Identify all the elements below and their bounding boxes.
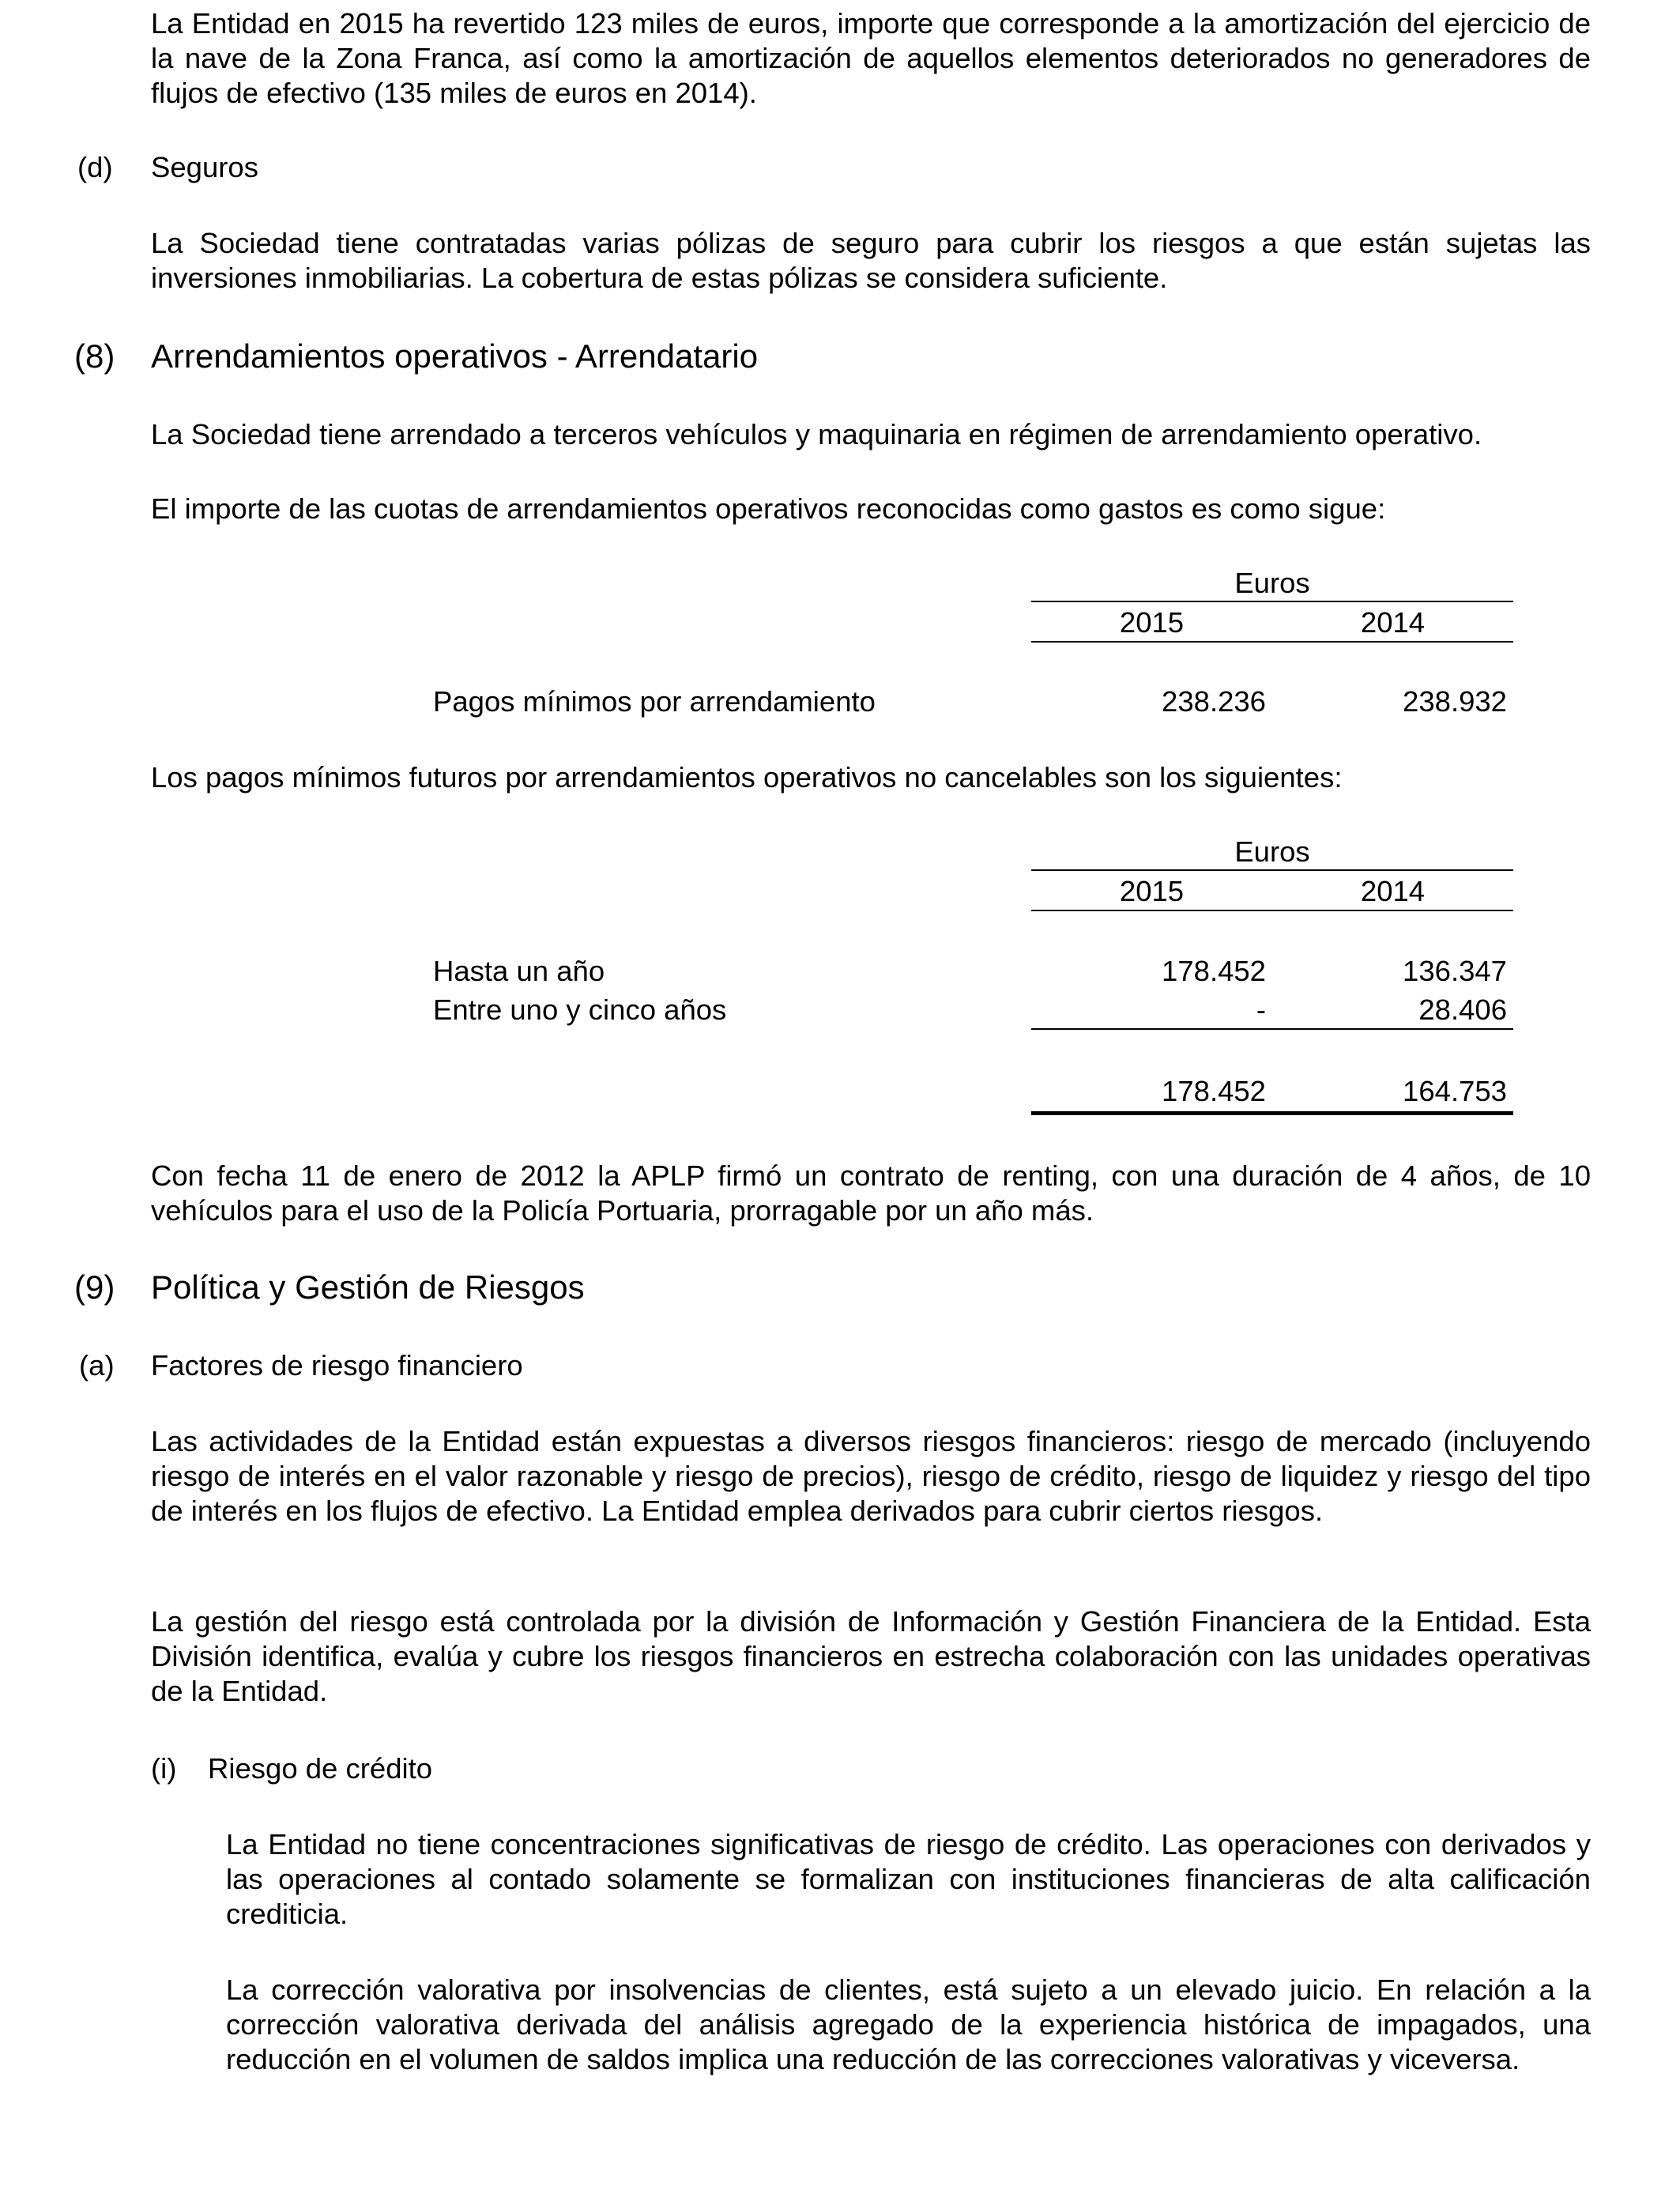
table1-currency-header: Euros bbox=[1234, 567, 1310, 599]
section-9i-paragraph-2: La corrección valorativa por insolvencias de clientes, está sujeto a un elevado juicio. En relación a la corrección valorativa derivada del análisis agregado de la experiencia histórica de impagados, una reducción en el volumen de saldos implica una reducción de las correcciones valorativas y viceversa. bbox=[226, 1973, 1591, 2075]
table2-header-rule bbox=[1031, 869, 1513, 871]
section-8-paragraph-2: El importe de las cuotas de arrendamientos operativos reconocidas como gastos es como sigue: bbox=[151, 492, 1386, 525]
section-9-marker: (9) bbox=[74, 1269, 115, 1306]
section-9i-paragraph-1: La Entidad no tiene concentraciones significativas de riesgo de crédito. Las operaciones con derivados y las operaciones al contado solamente se formalizan con instituciones financieras de alta calificación crediticia. bbox=[226, 1828, 1591, 1930]
intro-paragraph: La Entidad en 2015 ha revertido 123 miles de euros, importe que corresponde a la amortización del ejercicio de la nave de la Zona Franca, así como la amortización de aquellos elementos deteriorados no generadores de flujos de efectivo (135 miles de euros en 2014). bbox=[151, 7, 1591, 109]
section-9i-title: Riesgo de crédito bbox=[208, 1752, 433, 1785]
section-8-paragraph-4: Con fecha 11 de enero de 2012 la APLP firmó un contrato de renting, con una duración de 4 años, de 10 vehículos para el uso de la Policía Portuaria, prorragable por un año más. bbox=[151, 1159, 1591, 1227]
section-9i-marker: (i) bbox=[151, 1752, 177, 1785]
section-8-paragraph-1: La Sociedad tiene arrendado a terceros vehículos y maquinaria en régimen de arrendamiento operativo. bbox=[151, 418, 1482, 450]
table2-row-2-2015: - bbox=[1256, 993, 1266, 1026]
table1-year-2015: 2015 bbox=[1119, 606, 1185, 639]
table1-row-2014: 238.932 bbox=[1403, 685, 1507, 718]
section-8-paragraph-3: Los pagos mínimos futuros por arrendamientos operativos no cancelables son los siguientes: bbox=[151, 761, 1343, 794]
table2-subtotal-rule bbox=[1031, 1028, 1513, 1030]
section-d-title: Seguros bbox=[151, 151, 258, 183]
table1-year-rule bbox=[1031, 641, 1513, 643]
section-d-marker: (d) bbox=[77, 151, 113, 183]
section-9a-paragraph-1: Las actividades de la Entidad están expuestas a diversos riesgos financieros: riesgo de mercado (incluyendo riesgo de interés en el valor razonable y riesgo de precios), riesgo de crédito, riesgo de liquidez y riesgo del tipo de interés en los flujos de efectivo. La Entidad emplea derivados para cubrir ciertos riesgos. bbox=[151, 1425, 1591, 1527]
table2-row-1-2015: 178.452 bbox=[1162, 955, 1266, 987]
table2-total-rule bbox=[1031, 1111, 1513, 1115]
table2-total-2015: 178.452 bbox=[1162, 1075, 1266, 1107]
table2-row-2-2014: 28.406 bbox=[1418, 993, 1507, 1026]
table2-year-rule bbox=[1031, 910, 1513, 911]
section-9a-paragraph-2: La gestión del riesgo está controlada por la división de Información y Gestión Financiera de la Entidad. Esta División identifica, evalúa y cubre los riesgos financieros en estrecha colaboración con las unidades operativas de la Entidad. bbox=[151, 1605, 1591, 1707]
section-9-title: Política y Gestión de Riesgos bbox=[151, 1269, 585, 1306]
seguros-paragraph: La Sociedad tiene contratadas varias pólizas de seguro para cubrir los riesgos a que están sujetas las inversiones inmobiliarias. La cobertura de estas pólizas se considera suficiente. bbox=[151, 227, 1591, 294]
table1-row-label: Pagos mínimos por arrendamiento bbox=[433, 685, 876, 718]
table2-currency-header: Euros bbox=[1234, 835, 1310, 868]
table2-row-1-2014: 136.347 bbox=[1403, 955, 1507, 987]
section-9a-title: Factores de riesgo financiero bbox=[151, 1349, 523, 1382]
table2-row-1-label: Hasta un año bbox=[433, 955, 605, 987]
table1-row-2015: 238.236 bbox=[1162, 685, 1266, 718]
section-8-marker: (8) bbox=[74, 337, 115, 375]
table1-year-2014: 2014 bbox=[1360, 606, 1426, 639]
section-9a-marker: (a) bbox=[79, 1349, 115, 1382]
table2-row-2-label: Entre uno y cinco años bbox=[433, 993, 727, 1026]
table2-year-2015: 2015 bbox=[1119, 875, 1185, 907]
section-8-title: Arrendamientos operativos - Arrendatario bbox=[151, 337, 759, 375]
table2-total-2014: 164.753 bbox=[1403, 1075, 1507, 1107]
table1-header-rule bbox=[1031, 601, 1513, 602]
table2-year-2014: 2014 bbox=[1360, 875, 1426, 907]
